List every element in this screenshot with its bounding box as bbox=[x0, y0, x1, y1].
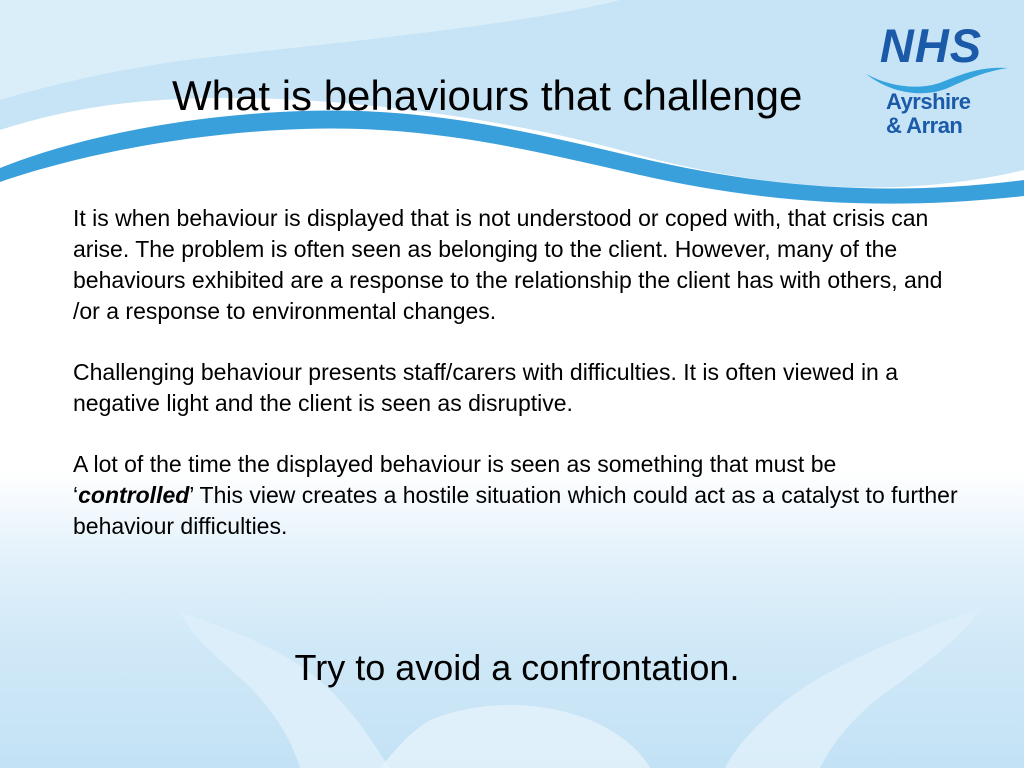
bottom-swoosh-center bbox=[380, 705, 650, 768]
slide-title: What is behaviours that challenge bbox=[172, 72, 803, 119]
paragraph-definition: It is when behaviour is displayed that is not understood or coped with, that crisis can arise. The problem is often seen as belonging to the client. However, many of the behaviours exhibited are a response to the relationship the client has with others, and /or a response to environmental changes. bbox=[73, 205, 943, 324]
closing-statement: Try to avoid a confrontation. bbox=[294, 647, 740, 688]
logo-line-ayrshire: Ayrshire bbox=[886, 89, 971, 114]
paragraph-controlled bbox=[73, 449, 963, 542]
emphasis-controlled: controlled bbox=[78, 482, 190, 508]
slide-body bbox=[73, 203, 963, 572]
logo-line-arran: & Arran bbox=[886, 113, 963, 138]
logo-nhs-wordmark: NHS bbox=[879, 19, 983, 72]
nhs-ayrshire-arran-logo bbox=[862, 19, 1012, 142]
paragraph-challenging-behaviour: Challenging behaviour presents staff/carers with difficulties. It is often viewed in a negative light and the client is seen as disruptive. bbox=[73, 359, 899, 416]
paragraph-controlled-end: ’ This view creates a hostile situation which could act as a catalyst to further behaviour difficulties. bbox=[73, 482, 958, 539]
paragraph-controlled-start: A lot of the time the displayed behaviour is seen as something that must be ‘ bbox=[73, 451, 837, 508]
